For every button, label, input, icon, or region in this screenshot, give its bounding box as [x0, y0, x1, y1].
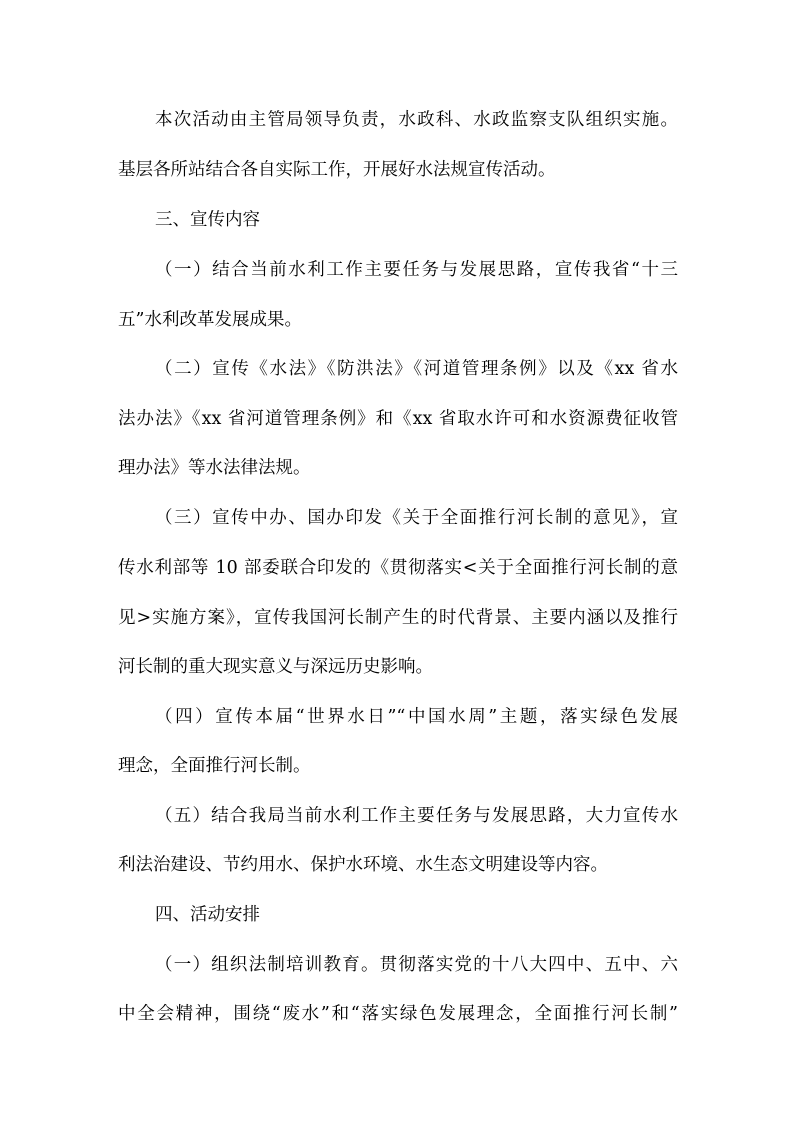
text-line-15: （五）结合我局当前水利工作主要任务与发展思路，大力宣传水	[155, 806, 678, 826]
text-line-19: 中全会精神，围绕“废水”和“落实绿色发展理念，全面推行河长制”	[118, 1004, 678, 1024]
text-line-9: （三）宣传中办、国办印发《关于全面推行河长制的意见》，宣	[155, 508, 678, 528]
text-line-11: 见>实施方案》，宣传我国河长制产生的时代背景、主要内涵以及推行	[118, 608, 678, 628]
text-line-14: 理念，全面推行河长制。	[118, 756, 311, 776]
section-heading-17: 四、活动安排	[155, 905, 260, 925]
text-line-6: （二）宣传《水法》《防洪法》《河道管理条例》以及《xx 省水	[155, 359, 678, 379]
section-heading-3: 三、宣传内容	[155, 210, 260, 230]
text-line-16: 利法治建设、节约用水、保护水环境、水生态文明建设等内容。	[118, 855, 608, 875]
text-line-7: 法办法》《xx 省河道管理条例》和《xx 省取水许可和水资源费征收管	[118, 409, 678, 429]
text-line-4: （一）结合当前水利工作主要任务与发展思路，宣传我省“十三	[155, 260, 678, 280]
text-line-1: 本次活动由主管局领导负责，水政科、水政监察支队组织实施。	[155, 110, 678, 130]
text-line-8: 理办法》等水法律法规。	[118, 458, 311, 478]
text-line-5: 五”水利改革发展成果。	[118, 310, 302, 330]
text-line-10: 传水利部等 10 部委联合印发的《贯彻落实<关于全面推行河长制的意	[118, 558, 678, 578]
text-line-13: （四）宣传本届“世界水日”“中国水周”主题，落实绿色发展	[155, 707, 678, 727]
text-line-2: 基层各所站结合各自实际工作，开展好水法规宣传活动。	[118, 160, 556, 180]
text-line-18: （一）组织法制培训教育。贯彻落实党的十八大四中、五中、六	[155, 955, 678, 975]
text-line-12: 河长制的重大现实意义与深远历史影响。	[118, 657, 433, 677]
